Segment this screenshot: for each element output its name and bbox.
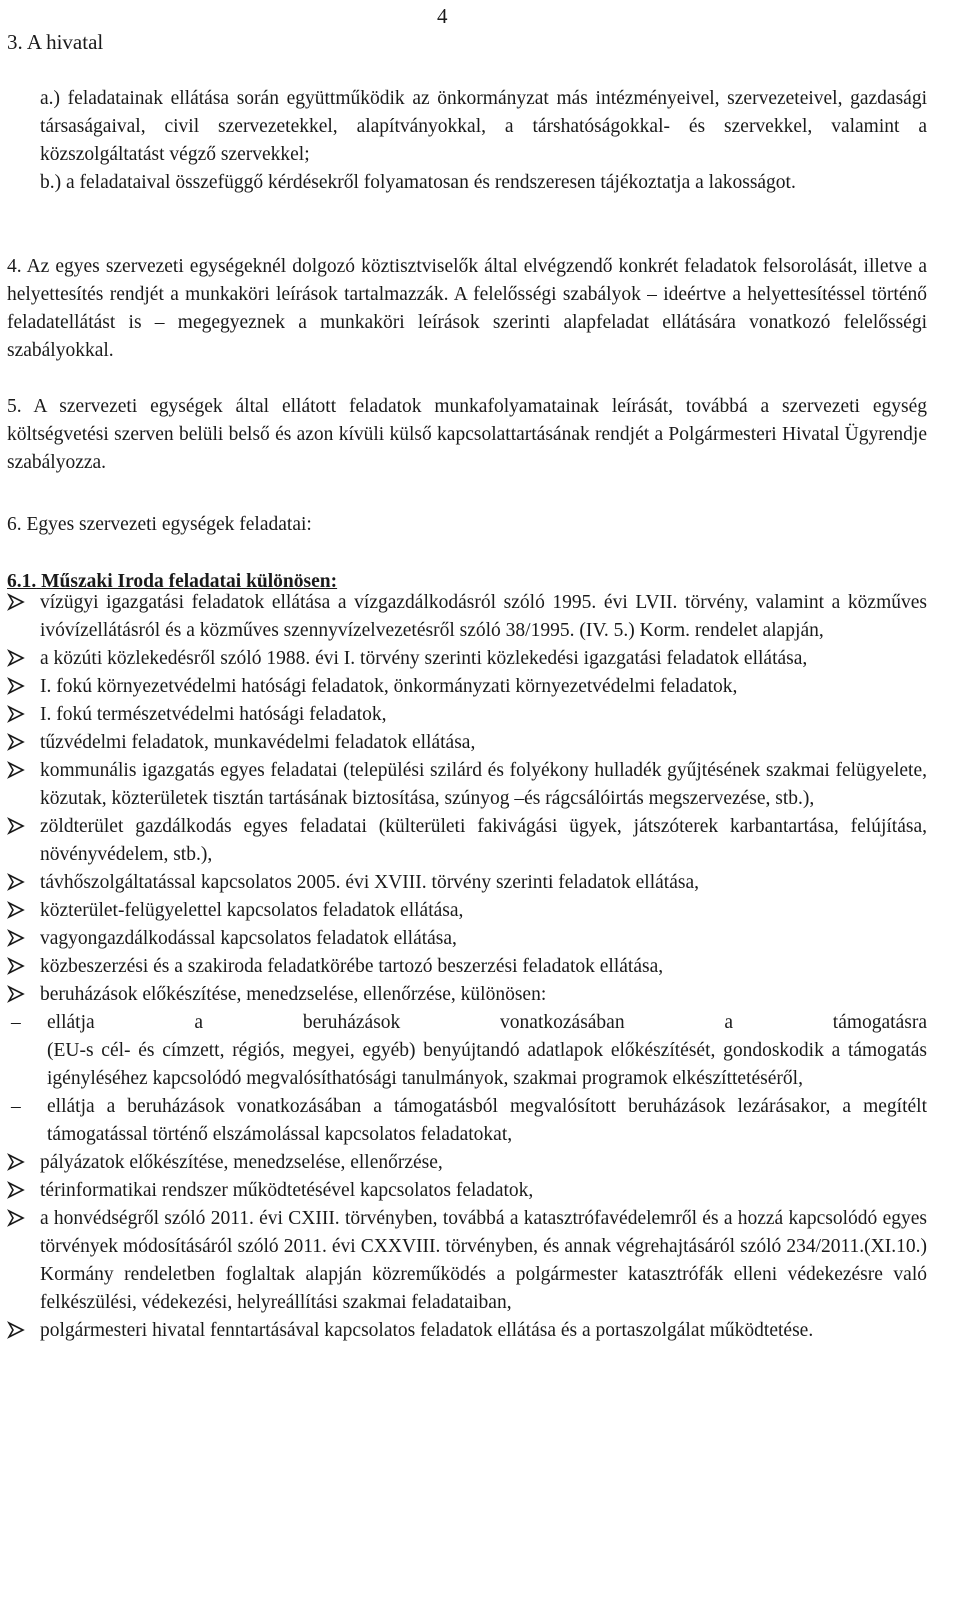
list-item: [7, 589, 927, 645]
list-item-text: I. fokú környezetvédelmi hatósági feladatok, önkormányzati környezetvédelmi feladatok,: [40, 676, 738, 697]
list-item-text: kommunális igazgatás egyes feladatai (települési szilárd és folyékony hulladék gyűjtésének szakmai felügyelete, közutak, közterületek tisztán tartásának biztosítása, szúnyog –és rágcsálóirtás megszervezése, stb.),: [40, 760, 927, 809]
task-list-continued: [7, 1149, 927, 1345]
list-item-text: a honvédségről szóló 2011. évi CXIII. törvényben, továbbá a katasztrófavédelemről és a hozzá kapcsolódó egyes törvények módosításáról szóló 2011. évi CXXVIII. törvényben, és annak végrehajtásáról szóló 234/2011.(XI.10.) Kormány rendeletben foglaltak alapján közreműködés a polgármester katasztrófák elleni védekezésre való felkészülési, védekezési, helyreállítási szakmai feladataiban,: [40, 1208, 927, 1313]
arrowhead-bullet-icon: [7, 957, 25, 975]
list-item-text: közbeszerzési és a szakiroda feladatkörébe tartozó beszerzési feladatok ellátása,: [40, 956, 664, 977]
paragraph-4-block: [7, 253, 927, 365]
list-item: [7, 1177, 927, 1205]
list-item: [7, 757, 927, 813]
list-item: [7, 981, 927, 1009]
list-item: [7, 1317, 927, 1345]
sub-list-item: [7, 1093, 927, 1149]
section-title: 3. A hivatal: [7, 30, 104, 54]
list-item-text: közterület-felügyelettel kapcsolatos feladatok ellátása,: [40, 900, 464, 921]
paragraph-5: 5. A szervezeti egységek által ellátott feladatok munkafolyamatainak leírását, továbbá a szervezeti egység költségvetési szerven belüli belső és azon kívüli külső kapcsolattartásának rendjét a Polgármesteri Hivatal Ügyrendje szabályozza.: [7, 396, 927, 473]
dash-bullet-icon: –: [11, 1096, 21, 1117]
arrowhead-bullet-icon: [7, 873, 25, 891]
paragraph-a-b-block: [7, 85, 927, 197]
list-item-text: vagyongazdálkodással kapcsolatos feladatok ellátása,: [40, 928, 457, 949]
arrowhead-bullet-icon: [7, 1321, 25, 1339]
paragraph-5-block: [7, 393, 927, 477]
sub-list-item-first-line: ellátja a beruházások vonatkozásában a támogatásra: [47, 1012, 927, 1033]
arrowhead-bullet-icon: [7, 817, 25, 835]
list-item-text: polgármesteri hivatal fenntartásával kapcsolatos feladatok ellátása és a portaszolgálat működtetése.: [40, 1320, 814, 1341]
list-item-text: beruházások előkészítése, menedzselése, ellenőrzése, különösen:: [40, 984, 547, 1005]
arrowhead-bullet-icon: [7, 1209, 25, 1227]
arrowhead-bullet-icon: [7, 929, 25, 947]
list-item: [7, 869, 927, 897]
list-item-text: pályázatok előkészítése, menedzselése, ellenőrzése,: [40, 1152, 443, 1173]
arrowhead-bullet-icon: [7, 761, 25, 779]
arrowhead-bullet-icon: [7, 649, 25, 667]
list-item-text: a közúti közlekedésről szóló 1988. évi I. törvény szerinti közlekedési igazgatási feladatok ellátása,: [40, 648, 808, 669]
task-list-block: [7, 589, 927, 1345]
list-item: [7, 925, 927, 953]
arrowhead-bullet-icon: [7, 677, 25, 695]
arrowhead-bullet-icon: [7, 593, 25, 611]
paragraph-4: 4. Az egyes szervezeti egységeknél dolgozó köztisztviselők által elvégzendő konkrét feladatok felsorolását, illetve a helyettesítés rendjét a munkaköri leírások tartalmazzák. A felelősségi szabályok – ideértve a helyettesítéssel történő feladatellátást is – megegyeznek a munkaköri leírások szerinti alapfeladat ellátására vonatkozó felelősségi szabályokkal.: [7, 256, 927, 361]
list-item-text: zöldterület gazdálkodás egyes feladatai (külterületi fakivágási ügyek, játszóterek karbantartása, felújítása, növényvédelem, stb.),: [40, 816, 927, 865]
list-item: [7, 701, 927, 729]
list-item-text: térinformatikai rendszer működtetésével kapcsolatos feladatok,: [40, 1180, 534, 1201]
list-item-text: I. fokú természetvédelmi hatósági feladatok,: [40, 704, 387, 725]
sub-list-item-text: ellátja a beruházások vonatkozásában a támogatásból megvalósított beruházások lezárásakor, a megítélt támogatással történő elszámolással kapcsolatos feladatokat,: [47, 1096, 927, 1145]
paragraph-6-block: [7, 511, 927, 539]
list-item: [7, 897, 927, 925]
sub-list-item: [7, 1009, 927, 1093]
list-item: [7, 1205, 927, 1317]
page-number: 4: [437, 4, 448, 28]
list-item: [7, 813, 927, 869]
task-list: [7, 589, 927, 1009]
list-item: [7, 953, 927, 981]
sub-task-list: [7, 1009, 927, 1149]
list-item: [7, 729, 927, 757]
arrowhead-bullet-icon: [7, 985, 25, 1003]
arrowhead-bullet-icon: [7, 1181, 25, 1199]
arrowhead-bullet-icon: [7, 901, 25, 919]
arrowhead-bullet-icon: [7, 733, 25, 751]
list-item-text: távhőszolgáltatással kapcsolatos 2005. évi XVIII. törvény szerinti feladatok ellátása,: [40, 872, 699, 893]
list-item: [7, 1149, 927, 1177]
subsection-number: 6.1.: [7, 571, 37, 592]
list-item: [7, 673, 927, 701]
paragraph-a: a.) feladatainak ellátása során együttműködik az önkormányzat más intézményeivel, szervezeteivel, gazdasági társaságaival, civil szervezetekkel, alapítványokkal, a társhatóságokkal- és szervekkel, valamint a közszolgáltatást végző szervekkel;: [40, 88, 927, 165]
paragraph-b: b.) a feladataival összefüggő kérdésekről folyamatosan és rendszeresen tájékoztatja a lakosságot.: [40, 172, 796, 193]
paragraph-6: 6. Egyes szervezeti egységek feladatai:: [7, 514, 312, 535]
sub-list-item-rest: (EU-s cél- és címzett, régiós, megyei, egyéb) benyújtandó adatlapok előkészítését, gondoskodik a támogatás igényléséhez kapcsolódó megvalósíthatósági tanulmányok, szakmai programok elkészíttetéséről,: [47, 1040, 927, 1089]
list-item-text: vízügyi igazgatási feladatok ellátása a vízgazdálkodásról szóló 1995. évi LVII. törvény, valamint a közműves ivóvízellátásról és a közműves szennyvízelvezetésről szóló 38/1995. (IV. 5.) Korm. rendelet alapján,: [40, 592, 927, 641]
dash-bullet-icon: –: [11, 1012, 21, 1033]
arrowhead-bullet-icon: [7, 705, 25, 723]
subsection-title: Műszaki Iroda feladatai különösen:: [41, 571, 338, 592]
list-item: [7, 645, 927, 673]
list-item-text: tűzvédelmi feladatok, munkavédelmi feladatok ellátása,: [40, 732, 476, 753]
arrowhead-bullet-icon: [7, 1153, 25, 1171]
